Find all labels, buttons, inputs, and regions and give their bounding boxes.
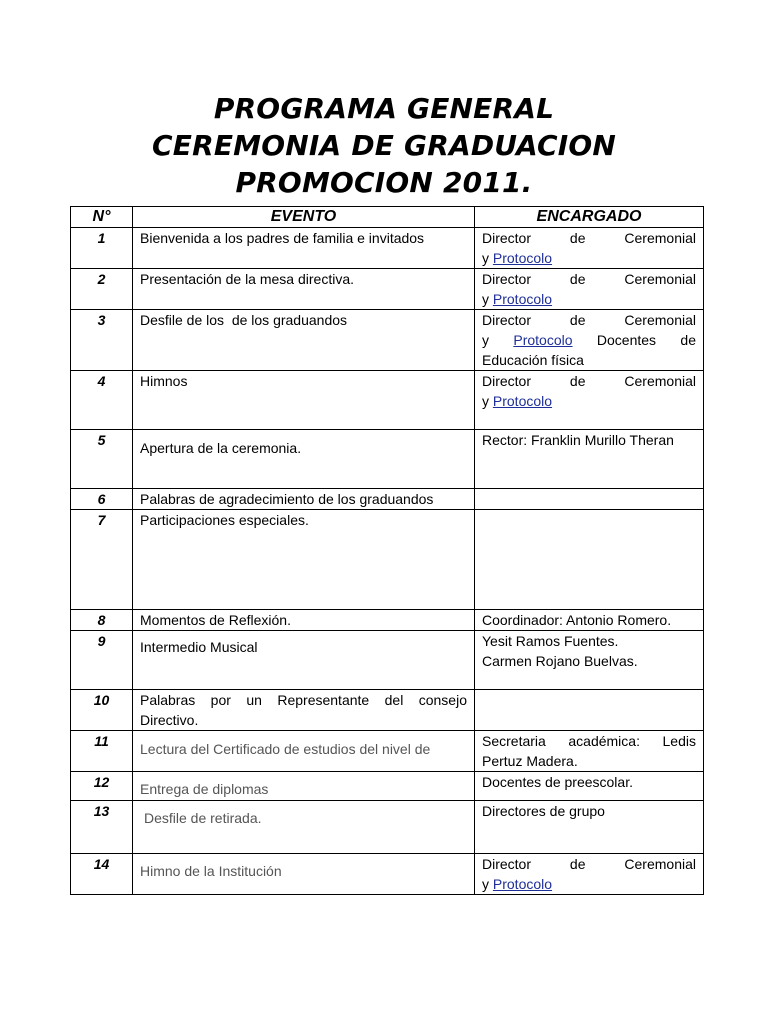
- evento-line-2: Directivo.: [140, 712, 199, 728]
- director-line: Director de Ceremonial: [482, 856, 696, 872]
- row-encargado: [475, 690, 704, 731]
- row-encargado: Directores de grupo: [475, 801, 704, 854]
- header-encargado: ENCARGADO: [475, 207, 704, 228]
- protocolo-link[interactable]: Protocolo: [492, 291, 553, 307]
- row-encargado: [475, 228, 704, 269]
- row-encargado: [475, 269, 704, 310]
- row-encargado: [475, 854, 704, 895]
- table-row: [71, 489, 704, 510]
- table-row: [71, 371, 704, 430]
- encargado-line-2: Carmen Rojano Buelvas.: [482, 653, 638, 669]
- encargado-extra-2: Educación física: [482, 352, 584, 368]
- director-line: Director de Ceremonial: [482, 271, 696, 287]
- table-row: [71, 854, 704, 895]
- row-evento: [133, 631, 475, 690]
- protocolo-link[interactable]: Protocolo: [492, 250, 553, 266]
- row-number: 9: [71, 631, 133, 690]
- program-table: [70, 206, 704, 895]
- row-evento: Desfile de los de los graduandos: [133, 310, 475, 371]
- row-evento: Participaciones especiales.: [133, 510, 475, 610]
- row-evento: Momentos de Reflexión.: [133, 610, 475, 631]
- row-encargado: Coordinador: Antonio Romero.: [475, 610, 704, 631]
- row-evento: Palabras de agradecimiento de los graduandos: [133, 489, 475, 510]
- row-evento: Himnos: [133, 371, 475, 430]
- evento-text: Himno de la Institución: [140, 863, 282, 879]
- row-evento: Bienvenida a los padres de familia e invitados: [133, 228, 475, 269]
- row-evento: [133, 772, 475, 801]
- row-evento: Presentación de la mesa directiva.: [133, 269, 475, 310]
- evento-text: Lectura del Certificado de estudios del nivel de: [140, 741, 431, 757]
- table-row: [71, 430, 704, 489]
- y-text: y: [482, 332, 489, 348]
- director-line: Director de Ceremonial: [482, 312, 696, 328]
- table-row: [71, 772, 704, 801]
- evento-text: Desfile de retirada.: [144, 810, 262, 826]
- row-number: 14: [71, 854, 133, 895]
- header-evento: EVENTO: [133, 207, 475, 228]
- row-number: 7: [71, 510, 133, 610]
- row-evento: [133, 430, 475, 489]
- table-row: [71, 631, 704, 690]
- director-line: Director de Ceremonial: [482, 373, 696, 389]
- header-num: N°: [71, 207, 133, 228]
- document-title: [0, 90, 768, 201]
- protocolo-link[interactable]: Protocolo: [513, 332, 573, 348]
- row-number: 12: [71, 772, 133, 801]
- y-text: y: [482, 876, 489, 892]
- table-header-row: [71, 207, 704, 228]
- table-row: [71, 510, 704, 610]
- row-number: 4: [71, 371, 133, 430]
- row-encargado: [475, 489, 704, 510]
- title-line-1: PROGRAMA GENERAL: [213, 92, 555, 125]
- table-row: [71, 801, 704, 854]
- encargado-extra: Docentes de: [596, 332, 696, 348]
- evento-text: Intermedio Musical: [140, 639, 258, 655]
- evento-text: Apertura de la ceremonia.: [140, 440, 302, 456]
- encargado-line-2: Pertuz Madera.: [482, 753, 578, 769]
- y-text: y: [482, 291, 489, 307]
- title-line-2: CEREMONIA DE GRADUACION: [152, 129, 616, 162]
- table-row: [71, 310, 704, 371]
- row-evento: [133, 690, 475, 731]
- row-number: 13: [71, 801, 133, 854]
- row-number: 5: [71, 430, 133, 489]
- director-line: Director de Ceremonial: [482, 230, 696, 246]
- evento-text: Entrega de diplomas: [140, 781, 269, 797]
- row-evento: [133, 731, 475, 772]
- evento-line-1: Palabras por un Representante del consejo: [140, 692, 467, 708]
- table-row: [71, 269, 704, 310]
- row-encargado: [475, 310, 704, 371]
- row-number: 2: [71, 269, 133, 310]
- encargado-line-1: Secretaria académica: Ledis: [482, 733, 696, 749]
- row-number: 1: [71, 228, 133, 269]
- row-number: 8: [71, 610, 133, 631]
- row-evento: [133, 854, 475, 895]
- table-row: [71, 731, 704, 772]
- row-number: 6: [71, 489, 133, 510]
- row-encargado: Docentes de preescolar.: [475, 772, 704, 801]
- y-text: y: [482, 393, 489, 409]
- y-text: y: [482, 250, 489, 266]
- table-row: [71, 690, 704, 731]
- row-encargado: [475, 631, 704, 690]
- row-encargado: [475, 371, 704, 430]
- protocolo-link[interactable]: Protocolo: [492, 393, 553, 409]
- row-encargado: [475, 731, 704, 772]
- row-number: 11: [71, 731, 133, 772]
- row-number: 3: [71, 310, 133, 371]
- row-encargado: [475, 510, 704, 610]
- table-row: [71, 228, 704, 269]
- table-row: [71, 610, 704, 631]
- encargado-line-1: Yesit Ramos Fuentes.: [482, 633, 619, 649]
- protocolo-link[interactable]: Protocolo: [492, 876, 553, 892]
- row-number: 10: [71, 690, 133, 731]
- row-evento: [133, 801, 475, 854]
- row-encargado: Rector: Franklin Murillo Theran: [475, 430, 704, 489]
- title-line-3: PROMOCION 2011.: [235, 166, 533, 199]
